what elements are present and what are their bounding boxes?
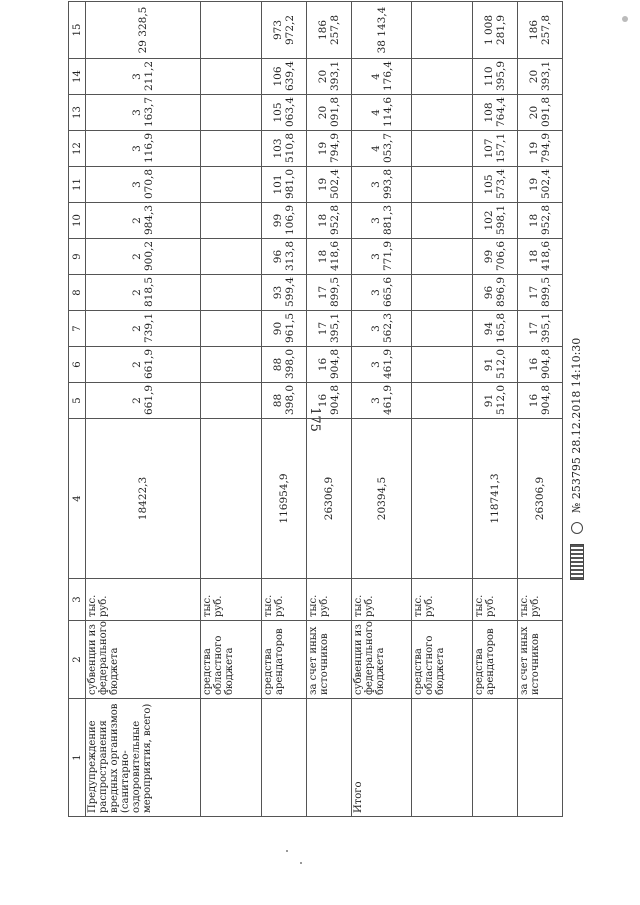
table-cell: 3 070,8 <box>86 167 201 203</box>
table-row <box>306 2 351 817</box>
table-cell: 20394,5 <box>352 419 412 579</box>
header-row <box>69 2 86 817</box>
table-cell: 16 904,8 <box>517 347 562 383</box>
table-cell: 20 091,8 <box>306 95 351 131</box>
table-cell <box>412 699 472 817</box>
table-cell: 2 900,2 <box>86 239 201 275</box>
table-cell: средства арендаторов <box>472 621 517 699</box>
table-row <box>86 2 201 817</box>
table-cell: Предупреждение распространения вредных организмов (санитарно-оздоровительные мероприятия, всего) <box>86 699 201 817</box>
column-header: 15 <box>69 2 86 59</box>
table-cell: 20 091,8 <box>517 95 562 131</box>
table-cell <box>412 203 472 239</box>
table-cell <box>201 203 261 239</box>
table-cell: 3 771,9 <box>352 239 412 275</box>
table-cell: 91 512,0 <box>472 347 517 383</box>
scan-speck <box>286 850 288 852</box>
table-cell <box>412 131 472 167</box>
table-cell: 108 764,4 <box>472 95 517 131</box>
table-row <box>352 2 412 817</box>
column-header: 9 <box>69 239 86 275</box>
table-cell: 26306,9 <box>517 419 562 579</box>
table-cell: тыс. руб. <box>261 579 306 621</box>
table-cell: 2 661,9 <box>86 383 201 419</box>
table-cell: 1 008 281,9 <box>472 2 517 59</box>
table-cell: тыс. руб. <box>201 579 261 621</box>
table-cell: 110 395,9 <box>472 59 517 95</box>
table-cell <box>201 275 261 311</box>
table-cell: 2 984,3 <box>86 203 201 239</box>
table-cell: 16 904,8 <box>517 383 562 419</box>
table-cell: 3 116,9 <box>86 131 201 167</box>
table-cell: 99 106,9 <box>261 203 306 239</box>
column-header: 6 <box>69 347 86 383</box>
table-cell: 4 176,4 <box>352 59 412 95</box>
table-cell: тыс. руб. <box>86 579 201 621</box>
table-cell <box>412 311 472 347</box>
column-header: 13 <box>69 95 86 131</box>
column-header: 5 <box>69 383 86 419</box>
table-cell: 105 063,4 <box>261 95 306 131</box>
table-cell: 2 661,9 <box>86 347 201 383</box>
column-header: 14 <box>69 59 86 95</box>
table-cell: 29 328,5 <box>86 2 201 59</box>
table-cell <box>201 95 261 131</box>
column-header: 1 <box>69 699 86 817</box>
table-cell: тыс. руб. <box>472 579 517 621</box>
table-cell: 26306,9 <box>306 419 351 579</box>
column-header: 12 <box>69 131 86 167</box>
table-cell <box>201 699 261 817</box>
table-cell: 91 512,0 <box>472 383 517 419</box>
table-cell: 20 393,1 <box>517 59 562 95</box>
table-cell: 99 706,6 <box>472 239 517 275</box>
table-cell: 17 899,5 <box>306 275 351 311</box>
table-cell <box>201 131 261 167</box>
table-cell: 18422,3 <box>86 419 201 579</box>
table-cell: тыс. руб. <box>517 579 562 621</box>
table-cell: 3 461,9 <box>352 347 412 383</box>
table-cell <box>201 311 261 347</box>
table-cell: 118741,3 <box>472 419 517 579</box>
seal-icon <box>571 523 583 535</box>
table-cell: за счет иных источников <box>306 621 351 699</box>
table-cell: 19 502,4 <box>517 167 562 203</box>
footer <box>570 280 584 580</box>
table-cell: 3 881,3 <box>352 203 412 239</box>
table-cell: 3 993,8 <box>352 167 412 203</box>
table-cell: 105 573,4 <box>472 167 517 203</box>
table-cell: 3 163,7 <box>86 95 201 131</box>
table-cell: 3 211,2 <box>86 59 201 95</box>
table-cell: 18 418,6 <box>306 239 351 275</box>
table-cell: 96 896,9 <box>472 275 517 311</box>
table-cell: 101 981,0 <box>261 167 306 203</box>
table-cell <box>306 699 351 817</box>
table-cell: 19 794,9 <box>517 131 562 167</box>
table-cell: 18 952,8 <box>306 203 351 239</box>
table-cell: 17 899,5 <box>517 275 562 311</box>
table-cell: 88 398,0 <box>261 383 306 419</box>
table-cell: 96 313,8 <box>261 239 306 275</box>
table-cell <box>412 167 472 203</box>
table-cell: 4 114,6 <box>352 95 412 131</box>
table-cell: 3 461,9 <box>352 383 412 419</box>
table-cell <box>412 59 472 95</box>
table-row <box>201 2 261 817</box>
table-cell: 103 510,8 <box>261 131 306 167</box>
table-cell <box>472 699 517 817</box>
table-cell: 38 143,4 <box>352 2 412 59</box>
table-cell: 90 961,5 <box>261 311 306 347</box>
table-cell: субвенции из федерального бюджета <box>352 621 412 699</box>
column-header: 8 <box>69 275 86 311</box>
table-cell: 88 398,0 <box>261 347 306 383</box>
column-header: 2 <box>69 621 86 699</box>
table-cell <box>201 347 261 383</box>
table-cell: 2 818,5 <box>86 275 201 311</box>
column-header: 4 <box>69 419 86 579</box>
page-number: 175 <box>306 407 322 432</box>
table-cell: 20 393,1 <box>306 59 351 95</box>
table-cell <box>412 2 472 59</box>
table-row <box>472 2 517 817</box>
table-cell <box>201 2 261 59</box>
table-cell: 4 053,7 <box>352 131 412 167</box>
table-cell <box>261 699 306 817</box>
table-cell: 19 794,9 <box>306 131 351 167</box>
table-cell <box>201 239 261 275</box>
table-cell: 973 972,2 <box>261 2 306 59</box>
table-cell: 16 904,8 <box>306 383 351 419</box>
table-row <box>261 2 306 817</box>
table-cell: 17 395,1 <box>517 311 562 347</box>
table-cell: 2 739,1 <box>86 311 201 347</box>
table-cell <box>412 95 472 131</box>
table-cell: 106 639,4 <box>261 59 306 95</box>
barcode-logo <box>570 544 584 580</box>
budget-table <box>68 1 563 817</box>
table-cell: 186 257,8 <box>306 2 351 59</box>
column-header: 3 <box>69 579 86 621</box>
table-cell: 18 952,8 <box>517 203 562 239</box>
table-cell <box>412 383 472 419</box>
table-row <box>517 2 562 817</box>
table-cell: 16 904,8 <box>306 347 351 383</box>
table-cell <box>201 419 261 579</box>
table-cell: тыс. руб. <box>352 579 412 621</box>
table-cell: субвенции из федерального бюджета <box>86 621 201 699</box>
table-cell: средства областного бюджета <box>201 621 261 699</box>
table-cell: 186 257,8 <box>517 2 562 59</box>
table-cell: 3 562,3 <box>352 311 412 347</box>
table-cell: за счет иных источников <box>517 621 562 699</box>
corner-mark <box>622 16 628 22</box>
table-row <box>412 2 472 817</box>
table-cell: 116954,9 <box>261 419 306 579</box>
rotated-table-container <box>68 6 563 817</box>
table-cell <box>412 275 472 311</box>
table-cell <box>412 419 472 579</box>
table-cell: средства областного бюджета <box>412 621 472 699</box>
table-cell <box>201 167 261 203</box>
table-cell <box>201 383 261 419</box>
table-cell <box>412 347 472 383</box>
table-cell: 18 418,6 <box>517 239 562 275</box>
table-cell: 93 599,4 <box>261 275 306 311</box>
table-cell: 107 157,1 <box>472 131 517 167</box>
column-header: 11 <box>69 167 86 203</box>
table-cell <box>201 59 261 95</box>
table-cell <box>412 239 472 275</box>
table-cell: Итого <box>352 699 412 817</box>
doc-number: № 253795 28.12.2018 14:10:30 <box>570 337 583 513</box>
column-header: 10 <box>69 203 86 239</box>
table-cell: 94 165,8 <box>472 311 517 347</box>
column-header: 7 <box>69 311 86 347</box>
table-cell <box>517 699 562 817</box>
table-cell: средства арендаторов <box>261 621 306 699</box>
table-cell: 102 598,1 <box>472 203 517 239</box>
table-cell: тыс. руб. <box>306 579 351 621</box>
table-body <box>86 2 563 817</box>
table-cell: тыс. руб. <box>412 579 472 621</box>
table-cell: 3 665,6 <box>352 275 412 311</box>
table-cell: 17 395,1 <box>306 311 351 347</box>
scan-speck <box>300 862 302 864</box>
table-cell: 19 502,4 <box>306 167 351 203</box>
